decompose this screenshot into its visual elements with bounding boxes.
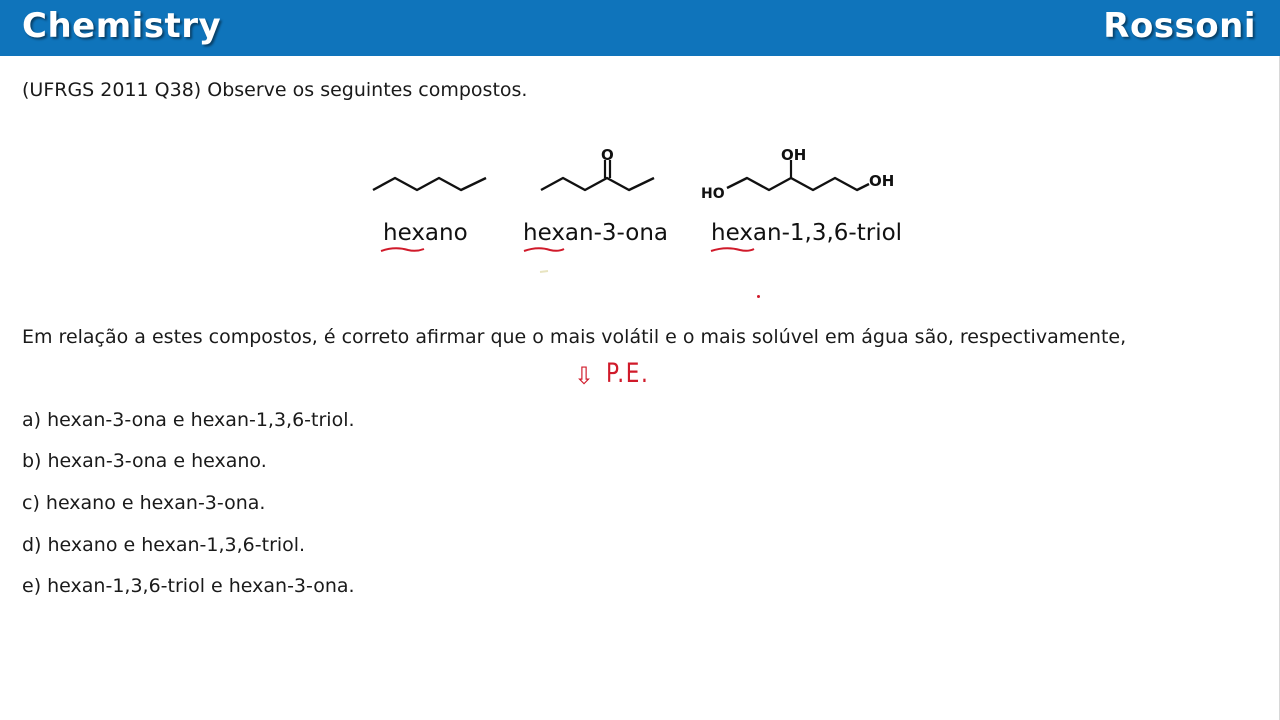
annotation-boiling-point: P.E.	[606, 358, 650, 389]
hexane-skeleton	[373, 178, 486, 190]
compound-name-hexano: hexano	[383, 220, 468, 246]
hexanetriol-skeleton	[727, 178, 869, 190]
option-c[interactable]: c) hexano e hexan-3-ona.	[22, 492, 266, 514]
annotation-arrow-icon: ⇩	[574, 362, 595, 390]
hexan-3-one-skeleton	[541, 178, 654, 190]
option-d[interactable]: d) hexano e hexan-1,3,6-triol.	[22, 534, 306, 556]
compound-name-hexanetriol: hexan-1,3,6-triol	[711, 220, 903, 246]
structure-diagram	[360, 138, 920, 218]
scribble-mark	[540, 271, 548, 272]
question-stem: Em relação a estes compostos, é correto afirmar que o mais volátil e o mais solúvel em água são, respectivamente,	[22, 326, 1127, 348]
ink-dot	[757, 295, 760, 298]
course-title: Chemistry	[22, 6, 222, 46]
title-bar	[0, 0, 1280, 56]
underline-triol	[711, 248, 754, 251]
option-e[interactable]: e) hexan-1,3,6-triol e hexan-3-ona.	[22, 575, 355, 597]
author-name: Rossoni	[1103, 6, 1256, 46]
underline-hexano	[381, 248, 424, 251]
oh-right-label: OH	[869, 172, 895, 190]
ho-label: HO	[701, 186, 725, 202]
option-a[interactable]: a) hexan-3-ona e hexan-1,3,6-triol.	[22, 409, 355, 431]
ketone-oxygen-label: O	[601, 146, 614, 164]
option-b[interactable]: b) hexan-3-ona e hexano.	[22, 450, 267, 472]
oh-top-label: OH	[781, 146, 807, 164]
underline-hexanona	[524, 248, 564, 251]
question-header: (UFRGS 2011 Q38) Observe os seguintes compostos.	[22, 79, 528, 101]
compound-name-hexan-3-ona: hexan-3-ona	[523, 220, 669, 246]
